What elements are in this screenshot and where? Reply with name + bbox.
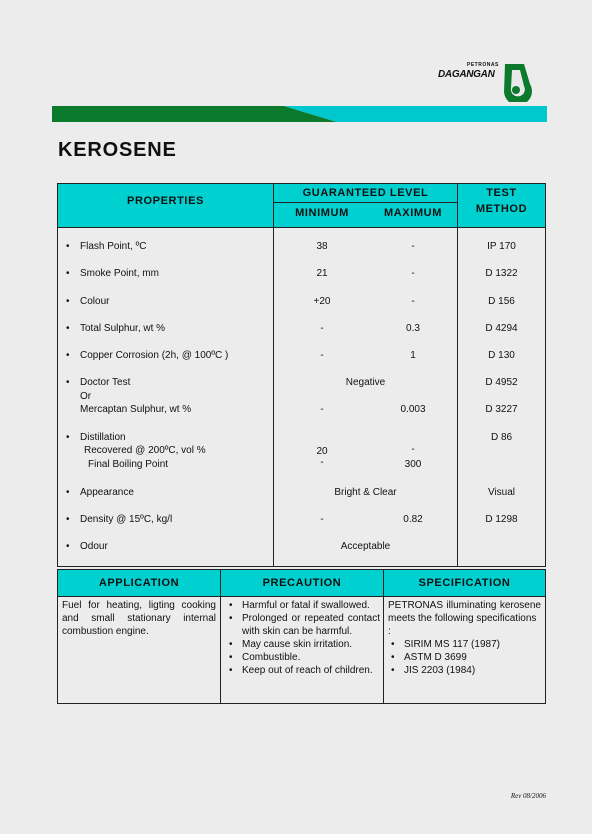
minimum-value: -: [320, 350, 324, 361]
specification-item: • JIS 2203 (1984): [404, 664, 541, 677]
application-line: and small stationary internal: [62, 613, 216, 624]
minimum-value: -: [320, 514, 324, 525]
property-label: Smoke Point, mm: [80, 268, 159, 279]
specification-intro: meets the following specifications :: [388, 613, 537, 637]
property-label: Mercaptan Sulphur, wt %: [80, 404, 192, 415]
minimum-value: +20: [313, 296, 331, 307]
specification-item: • SIRIM MS 117 (1987): [404, 638, 541, 651]
specification-intro: PETRONAS illuminating kerosene: [388, 600, 541, 611]
property-label: Odour: [80, 541, 108, 552]
test-method: D 1298: [485, 514, 518, 525]
specification-text: [388, 599, 541, 677]
test-method: IP 170: [487, 241, 516, 252]
bullet-icon: •: [66, 432, 70, 443]
test-method: D 1322: [485, 268, 518, 279]
test-method: D 4294: [485, 323, 518, 334]
property-label: Distillation: [80, 432, 126, 443]
test-method: D 130: [488, 350, 515, 361]
specification-item: • ASTM D 3699: [404, 651, 541, 664]
header-method: METHOD: [475, 203, 528, 215]
property-label: Density @ 15ºC, kg/l: [80, 514, 173, 525]
precaution-item: • Keep out of reach of children.: [242, 664, 380, 677]
bullet-icon: •: [66, 323, 70, 334]
column-divider: [383, 570, 384, 703]
logo-brand-name: DAGANGAN: [438, 69, 495, 80]
property-label: Copper Corrosion (2h, @ 100ºC ): [80, 350, 229, 361]
bullet-icon: •: [66, 268, 70, 279]
minimum-value: 21: [316, 268, 328, 279]
column-divider: [220, 570, 221, 703]
test-method: D 4952: [485, 377, 518, 388]
bullet-icon: •: [66, 487, 70, 498]
precaution-item: • Prolonged or repeated contact with skin can be harmful.: [242, 612, 380, 638]
header-maximum: MAXIMUM: [384, 207, 442, 219]
maximum-value: 0.003: [400, 404, 426, 415]
application-line: Fuel for heating, ligting cooking: [62, 600, 216, 611]
property-label: Doctor Test: [80, 377, 131, 388]
maximum-value: -: [411, 268, 415, 279]
header-divider: [58, 227, 545, 228]
property-sublabel: Final Boiling Point: [88, 459, 169, 470]
test-method: D 3227: [485, 404, 518, 415]
bullet-icon: •: [66, 296, 70, 307]
maximum-value: -: [411, 296, 415, 307]
revision-note: Rev 08/2006: [510, 792, 546, 800]
logo-small-text: PETRONAS: [467, 62, 499, 68]
properties-table: [57, 183, 546, 567]
header-banner: [52, 106, 547, 122]
property-label: Total Sulphur, wt %: [80, 323, 166, 334]
test-method: D 86: [490, 432, 513, 443]
combined-value: Bright & Clear: [334, 487, 397, 498]
header-properties: PROPERTIES: [127, 195, 204, 207]
header-application: APPLICATION: [98, 577, 180, 589]
maximum-value: 0.3: [406, 323, 420, 334]
test-method: Visual: [487, 487, 516, 498]
maximum-value: -: [411, 241, 415, 252]
maximum-value: 300: [404, 459, 422, 470]
maximum-value: -: [411, 444, 415, 455]
application-line: combustion engine.: [62, 626, 149, 637]
header-test: TEST: [486, 187, 517, 199]
property-label: Flash Point, ºC: [80, 241, 147, 252]
header-precaution: PRECAUTION: [262, 577, 342, 589]
bullet-icon: •: [66, 514, 70, 525]
bullet-icon: •: [66, 377, 70, 388]
application-text: [62, 599, 216, 638]
page-title: KEROSENE: [58, 139, 177, 161]
minimum-value: -: [320, 457, 324, 468]
maximum-value: 1: [410, 350, 416, 361]
property-label: Appearance: [80, 487, 134, 498]
maximum-value: 0.82: [403, 514, 423, 525]
header-specification: SPECIFICATION: [418, 577, 511, 589]
column-divider: [273, 184, 274, 566]
precaution-list: [224, 599, 380, 677]
combined-value: Negative: [345, 377, 386, 388]
precaution-item: • May cause skin irritation.: [242, 638, 380, 651]
property-label: Or: [80, 391, 92, 402]
header-divider: [58, 596, 545, 597]
precaution-item: • Harmful or fatal if swallowed.: [242, 599, 380, 612]
minimum-value: 20: [316, 446, 328, 457]
minimum-value: -: [320, 404, 324, 415]
bullet-icon: •: [66, 350, 70, 361]
test-method: D 156: [488, 296, 515, 307]
header-guaranteed-level: GUARANTEED LEVEL: [302, 187, 429, 199]
precaution-item: • Combustible.: [242, 651, 380, 664]
minimum-value: 38: [316, 241, 328, 252]
minimum-value: -: [320, 323, 324, 334]
bullet-icon: •: [66, 541, 70, 552]
subheader-divider: [273, 202, 457, 203]
petronas-logo-icon: [496, 62, 532, 102]
property-sublabel: Recovered @ 200ºC, vol %: [84, 445, 206, 456]
info-table: [57, 569, 546, 704]
combined-value: Acceptable: [340, 541, 391, 552]
bullet-icon: •: [66, 241, 70, 252]
property-label: Colour: [80, 296, 110, 307]
header-minimum: MINIMUM: [295, 207, 349, 219]
